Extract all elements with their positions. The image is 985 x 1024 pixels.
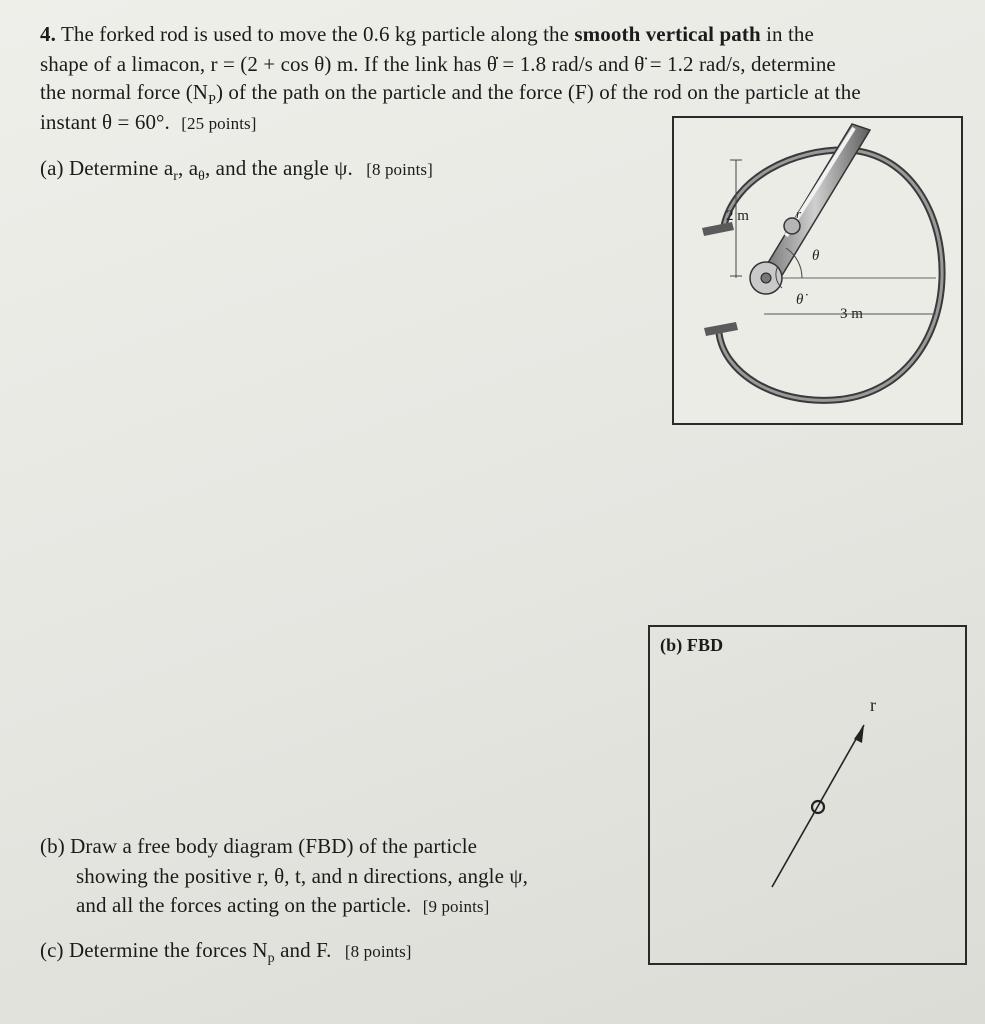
points-label: [9 points]	[422, 897, 490, 916]
left-support-top	[702, 222, 734, 236]
label-3m: 3 m	[840, 306, 863, 322]
r-axis-line	[772, 725, 864, 887]
problem-text: = 1.2 rad/s, determine	[644, 52, 836, 76]
problem-line-4	[40, 110, 257, 135]
r-axis-label: r	[870, 695, 876, 715]
part-b-line-3	[76, 893, 489, 918]
label-2m: 2 m	[726, 208, 749, 224]
problem-text: the normal force (N	[40, 80, 209, 104]
part-c-text: and F.	[274, 938, 332, 962]
part-c-prompt	[40, 938, 412, 967]
problem-text: = 1.8 rad/s and	[497, 52, 635, 76]
points-label: [8 points]	[344, 942, 412, 961]
subscript: θ	[198, 169, 205, 185]
problem-number: 4.	[40, 22, 56, 46]
problem-text: in the	[760, 22, 814, 46]
limacon-figure	[672, 116, 963, 425]
part-b-line-2: showing the positive r, θ, t, and n directions, angle ψ,	[76, 864, 528, 888]
fbd-box	[648, 625, 967, 965]
part-c-text: (c) Determine the forces N	[40, 938, 268, 962]
problem-text: ) of the path on the particle and the force (F) of the rod on the particle at the	[215, 80, 861, 104]
subscript: P	[208, 93, 216, 109]
problem-line-1	[40, 22, 814, 47]
fbd-diagram	[650, 627, 965, 963]
theta-dot-symbol: θ̇	[486, 52, 498, 76]
fbd-title: (b) FBD	[660, 635, 724, 655]
part-b-line-1: (b) Draw a free body diagram (FBD) of the particle	[40, 834, 478, 858]
part-a-prompt	[40, 156, 433, 185]
problem-text: The forked rod is used to move the 0.6 kg particle along the	[60, 22, 575, 46]
label-r: r	[796, 206, 802, 221]
part-b-text: and all the forces acting on the particle.	[76, 893, 412, 917]
label-thetadot: θ̇	[796, 292, 804, 308]
theta-ddot-symbol: θ̈	[634, 52, 645, 76]
subscript: r	[173, 169, 179, 185]
label-theta: θ	[812, 248, 820, 264]
points-label: [8 points]	[366, 160, 433, 179]
part-a-text: , and the angle ψ.	[204, 156, 353, 180]
part-a-text: (a) Determine a	[40, 156, 174, 180]
problem-line-3	[40, 80, 861, 109]
part-a-text: , a	[178, 156, 199, 180]
subscript: p	[267, 951, 275, 967]
pivot-pin	[761, 273, 771, 283]
limacon-diagram	[674, 118, 961, 423]
problem-emphasis: smooth vertical path	[574, 22, 761, 46]
problem-text: shape of a limacon, r = (2 + cos θ) m. If the link has	[40, 52, 487, 76]
points-label: [25 points]	[181, 114, 257, 133]
problem-text: instant θ = 60°.	[40, 110, 170, 134]
problem-line-2	[40, 52, 836, 77]
